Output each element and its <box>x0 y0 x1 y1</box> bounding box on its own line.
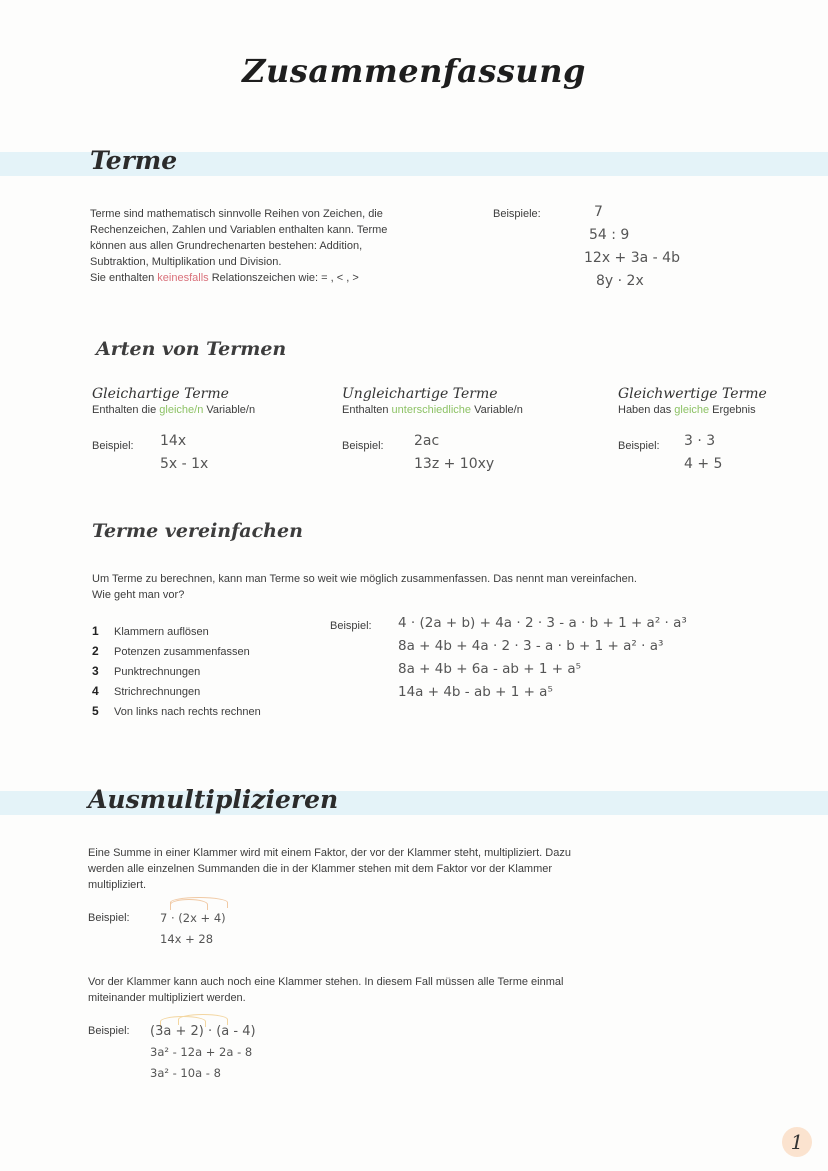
example-line: 14x <box>160 433 187 449</box>
section-heading-arten: Arten von Termen <box>96 338 287 360</box>
column-example-label: Beispiel: <box>342 440 384 452</box>
step-text: Klammern auflösen <box>114 626 209 638</box>
step-number: 5 <box>92 704 99 718</box>
column-title: Gleichwertige Terme <box>618 386 767 402</box>
example2 <box>150 1021 256 1084</box>
highlight-text: gleiche <box>674 404 710 416</box>
example-line: (3a + 2) · (a - 4) <box>150 1024 256 1039</box>
terme-intro-line: Subtraktion, Multiplikation und Division. <box>90 256 282 268</box>
intro-line: miteinander multipliziert werden. <box>88 992 246 1004</box>
column-title: Gleichartige Terme <box>92 386 229 402</box>
example2-label: Beispiel: <box>88 1025 130 1037</box>
section-heading-terme: Terme <box>90 146 178 175</box>
example1 <box>160 908 226 950</box>
example-line: 12x + 3a - 4b <box>584 250 680 266</box>
step-text: Strichrechnungen <box>114 686 201 698</box>
example-line: 4 · (2a + b) + 4a · 2 · 3 - a · b + 1 + a² · a³ <box>398 615 687 631</box>
terme-examples <box>584 201 680 293</box>
example-line: 4 + 5 <box>684 456 723 472</box>
step-text: Von links nach rechts rechnen <box>114 706 261 718</box>
ausmultiplizieren-intro <box>88 845 788 893</box>
column-title: Ungleichartige Terme <box>342 386 498 402</box>
step-item <box>92 702 261 722</box>
section-heading-ausmultiplizieren: Ausmultiplizieren <box>88 785 339 814</box>
column-example-label: Beispiel: <box>92 440 134 452</box>
terme-examples-label: Beispiele: <box>493 208 541 220</box>
text-segment: Relationszeichen wie: = , < , > <box>208 272 359 284</box>
step-number: 4 <box>92 684 99 698</box>
text-segment: Sie enthalten <box>90 272 158 284</box>
vereinfachen-example <box>398 612 687 704</box>
terme-intro-line: können aus allen Grundrechenarten bestehen: Addition, <box>90 240 363 252</box>
example-line: 13z + 10xy <box>414 456 495 472</box>
step-text: Punktrechnungen <box>114 666 201 678</box>
example1-label: Beispiel: <box>88 912 130 924</box>
example-line: 54 : 9 <box>589 227 630 243</box>
highlight-text: unterschiedliche <box>391 404 472 416</box>
column-examples <box>684 430 722 476</box>
column-desc <box>342 402 592 418</box>
column-desc <box>618 402 818 418</box>
example-line: 8y · 2x <box>596 273 644 289</box>
text-segment: Enthalten <box>342 404 392 416</box>
steps-list <box>92 622 261 722</box>
section-heading-vereinfachen: Terme vereinfachen <box>92 520 303 542</box>
step-number: 1 <box>92 624 99 638</box>
text-segment: Enthalten die <box>92 404 160 416</box>
example-line: 3a² - 12a + 2a - 8 <box>150 1045 253 1059</box>
multiply-arc <box>170 897 228 908</box>
arten-column-ungleichartig <box>342 386 592 472</box>
terme-intro-line: Terme sind mathematisch sinnvolle Reihen von Zeichen, die <box>90 208 383 220</box>
step-text: Potenzen zusammenfassen <box>114 646 250 658</box>
example-line: 3 · 3 <box>684 433 716 449</box>
step-number: 3 <box>92 664 99 678</box>
terme-intro <box>90 206 470 286</box>
vereinfachen-example-label: Beispiel: <box>330 620 372 632</box>
example-line: 2ac <box>414 433 440 449</box>
text-segment: Variable/n <box>203 404 256 416</box>
intro-line: Eine Summe in einer Klammer wird mit einem Faktor, der vor der Klammer steht, multipliziert. Dazu <box>88 847 571 859</box>
step-item <box>92 642 261 662</box>
intro-line: werden alle einzelnen Summanden die in der Klammer stehen mit dem Faktor vor der Klammer <box>88 863 553 875</box>
text-segment: Haben das <box>618 404 675 416</box>
example-line: 8a + 4b + 4a · 2 · 3 - a · b + 1 + a² · a³ <box>398 638 664 654</box>
intro-line: Vor der Klammer kann auch noch eine Klammer stehen. In diesem Fall müssen alle Terme einmal <box>88 976 564 988</box>
arten-column-gleichartig <box>92 386 332 472</box>
example-line: 3a² - 10a - 8 <box>150 1066 221 1080</box>
arten-column-gleichwertig <box>618 386 818 472</box>
example-line: 14a + 4b - ab + 1 + a⁵ <box>398 684 553 700</box>
text-segment: Ergebnis <box>709 404 756 416</box>
step-item <box>92 622 261 642</box>
intro-line: multipliziert. <box>88 879 147 891</box>
example-line: 7 · (2x + 4) <box>160 911 226 925</box>
terme-intro-line-last <box>90 270 470 286</box>
intro-line: Wie geht man vor? <box>92 589 185 601</box>
example-line: 8a + 4b + 6a - ab + 1 + a⁵ <box>398 661 582 677</box>
highlight-text: gleiche/n <box>159 404 204 416</box>
text-segment: Variable/n <box>471 404 523 416</box>
terme-intro-line: Rechenzeichen, Zahlen und Variablen enthalten kann. Terme <box>90 224 388 236</box>
intro-line: Um Terme zu berechnen, kann man Terme so weit wie möglich zusammenfassen. Das nennt man vereinfachen. <box>92 573 637 585</box>
step-item <box>92 682 261 702</box>
example-line: 14x + 28 <box>160 932 214 946</box>
ausmultiplizieren-intro2 <box>88 974 788 1006</box>
vereinfachen-intro <box>92 571 792 603</box>
column-examples <box>414 430 494 476</box>
page-number: 1 <box>782 1127 812 1157</box>
column-desc <box>92 402 332 418</box>
example-line: 7 <box>594 204 603 220</box>
column-example-label: Beispiel: <box>618 440 660 452</box>
example-line: 5x - 1x <box>160 456 209 472</box>
highlight-keinesfalls: keinesfalls <box>157 272 209 284</box>
page-title: Zusammenfassung <box>242 52 586 90</box>
column-examples <box>160 430 208 476</box>
step-number: 2 <box>92 644 99 658</box>
step-item <box>92 662 261 682</box>
